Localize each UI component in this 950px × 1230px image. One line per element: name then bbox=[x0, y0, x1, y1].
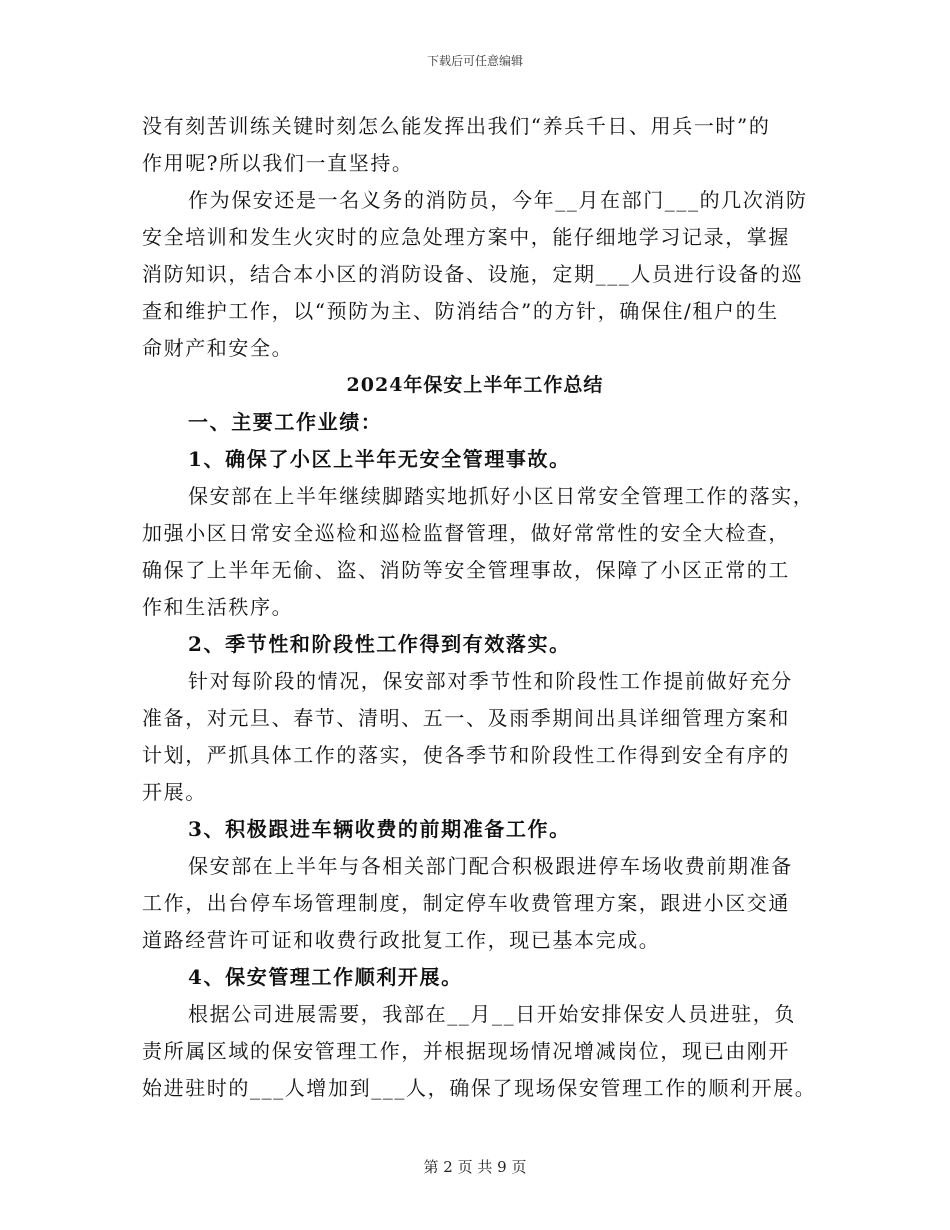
paragraph-line: 工作，出台停车场管理制度，制定停车收费管理方案，跟进小区交通 bbox=[142, 891, 790, 915]
subsection-heading: 4、保安管理工作顺利开展。 bbox=[188, 965, 463, 989]
document-title: 2024年保安上半年工作总结 bbox=[346, 374, 604, 396]
paragraph-line: 计划，严抓具体工作的落实，使各季节和阶段性工作得到安全有序的 bbox=[142, 743, 790, 767]
paragraph-line: 保安部在上半年与各相关部门配合积极跟进停车场收费前期准备 bbox=[188, 854, 793, 878]
paragraph-line: 责所属区域的保安管理工作，并根据现场情况增减岗位，现已由刚开 bbox=[142, 1039, 790, 1063]
paragraph-line: 作和生活秩序。 bbox=[142, 595, 294, 619]
page-header: 下载后可任意编辑 bbox=[426, 54, 523, 68]
subsection-heading: 2、季节性和阶段性工作得到有效落实。 bbox=[188, 632, 571, 656]
paragraph-line: 消防知识，结合本小区的消防设备、设施，定期___人员进行设备的巡 bbox=[142, 262, 804, 286]
paragraph-line: 开展。 bbox=[142, 780, 207, 804]
paragraph-line: 道路经营许可证和收费行政批复工作，现已基本完成。 bbox=[142, 928, 661, 952]
document-body bbox=[142, 108, 817, 1107]
paragraph-line: 没有刻苦训练关键时刻怎么能发挥出我们“养兵千日、用兵一时”的 bbox=[142, 114, 771, 138]
subsection-heading: 1、确保了小区上半年无安全管理事故。 bbox=[188, 447, 571, 471]
paragraph-line: 确保了上半年无偷、盗、消防等安全管理事故，保障了小区正常的工 bbox=[142, 558, 790, 582]
paragraph-line: 查和维护工作，以“预防为主、防消结合”的方针，确保住/租户的生 bbox=[142, 299, 779, 323]
subsection-heading: 3、积极跟进车辆收费的前期准备工作。 bbox=[188, 817, 571, 841]
page-footer: 第 2 页 共 9 页 bbox=[423, 1158, 527, 1176]
paragraph-line: 作用呢?所以我们一直坚持。 bbox=[142, 151, 414, 175]
paragraph-line: 始进驻时的___人增加到___人，确保了现场保安管理工作的顺利开展。 bbox=[142, 1076, 817, 1100]
paragraph-line: 根据公司进展需要，我部在__月__日开始安排保安人员进驻，负 bbox=[188, 1002, 796, 1026]
paragraph-line: 安全培训和发生火灾时的应急处理方案中，能仔细地学习记录，掌握 bbox=[142, 225, 790, 249]
paragraph-line: 作为保安还是一名义务的消防员，今年__月在部门___的几次消防 bbox=[188, 188, 808, 212]
paragraph-line: 保安部在上半年继续脚踏实地抓好小区日常安全管理工作的落实， bbox=[188, 484, 815, 508]
paragraph-line: 准备，对元旦、春节、清明、五一、及雨季期间出具详细管理方案和 bbox=[142, 706, 790, 730]
paragraph-line: 命财产和安全。 bbox=[142, 336, 294, 360]
paragraph-line: 针对每阶段的情况，保安部对季节性和阶段性工作提前做好充分 bbox=[188, 669, 793, 693]
section-heading: 一、主要工作业绩： bbox=[188, 410, 383, 434]
paragraph-line: 加强小区日常安全巡检和巡检监督管理，做好常常性的安全大检查， bbox=[142, 521, 790, 545]
